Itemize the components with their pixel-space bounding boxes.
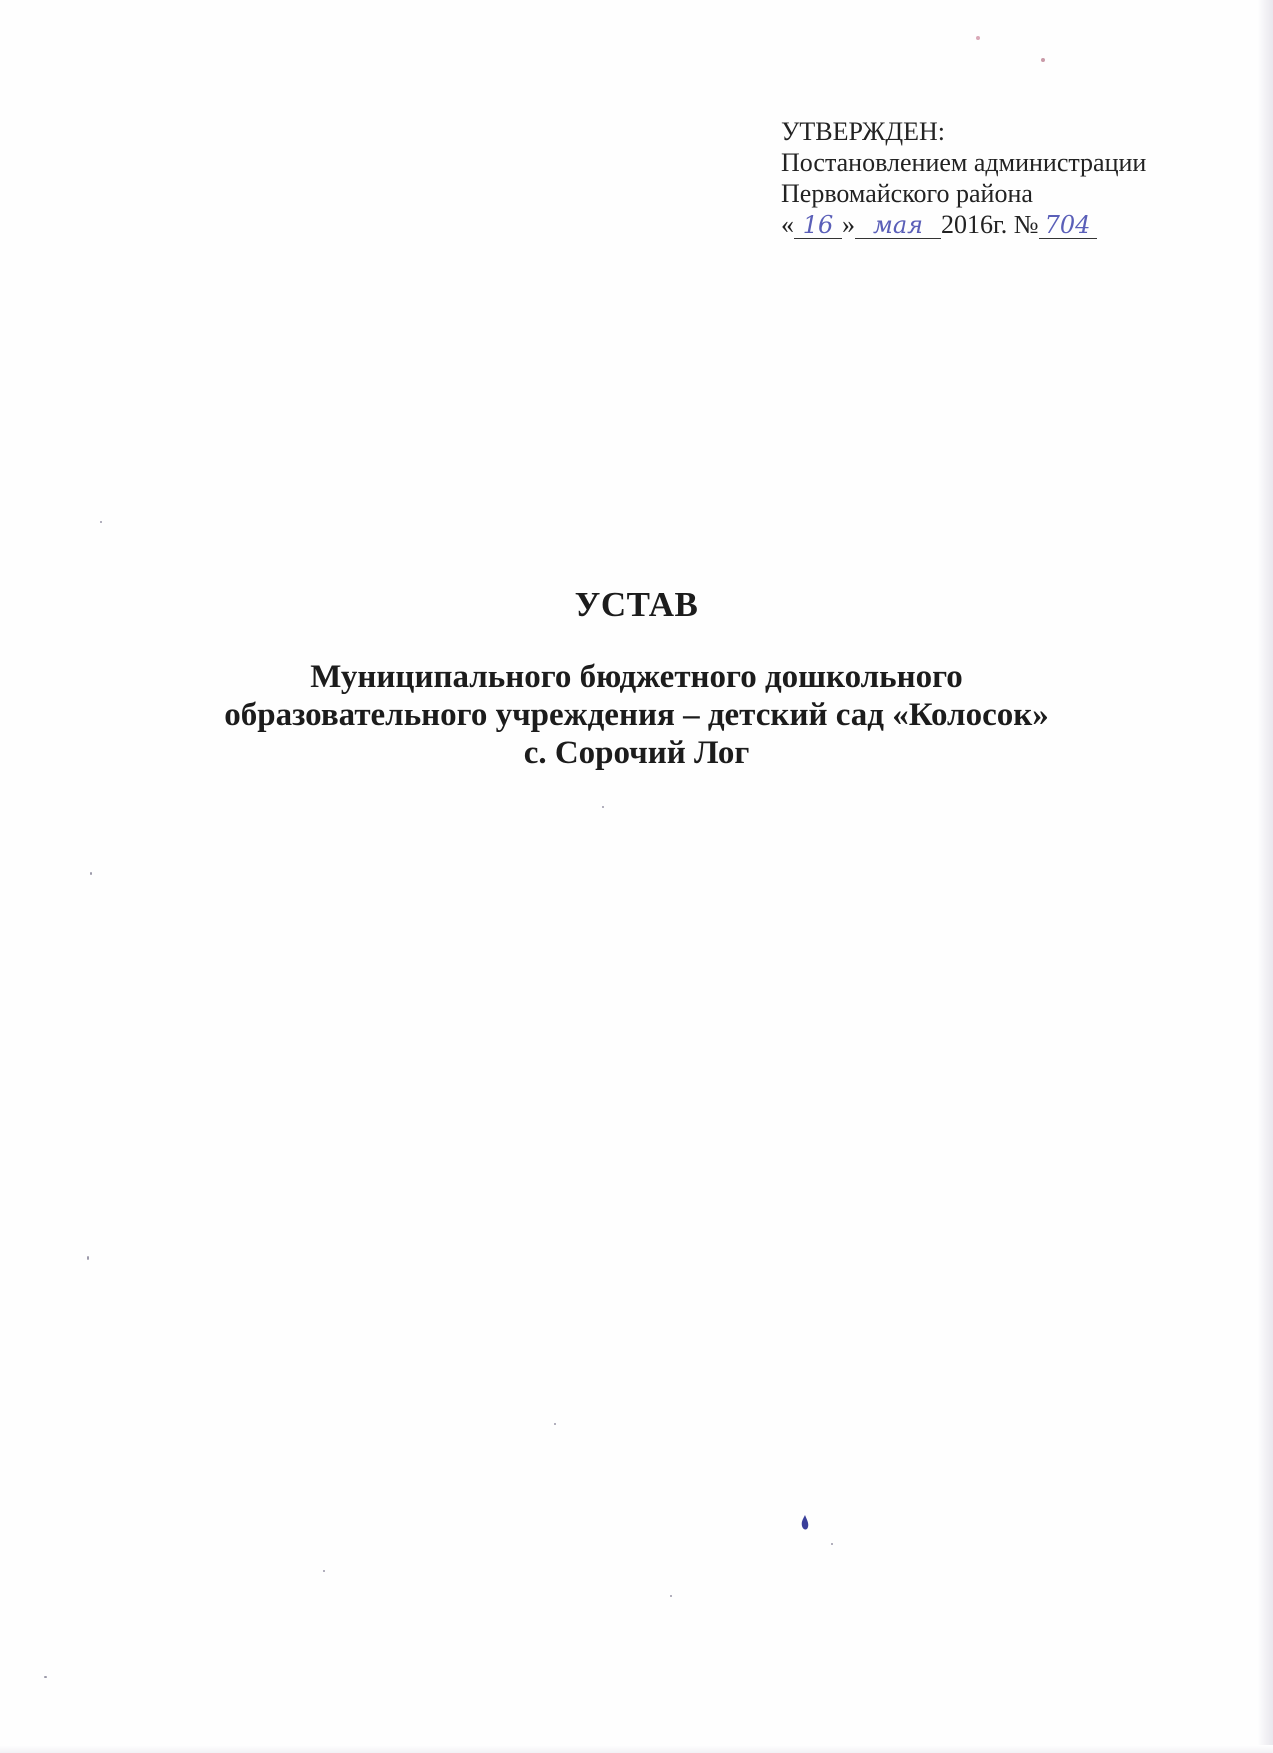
date-year: 2016г. xyxy=(941,210,1008,239)
scan-speck xyxy=(976,36,980,40)
scan-edge-bottom xyxy=(0,1745,1273,1753)
scan-speck xyxy=(44,1676,47,1678)
approval-line-1: Постановлением администрации xyxy=(781,148,1147,177)
scan-speck xyxy=(323,1570,325,1572)
date-month-blank xyxy=(855,212,941,239)
number-sign: № xyxy=(1013,210,1039,239)
date-open-quote: « xyxy=(781,210,794,239)
scan-speck xyxy=(670,1595,672,1597)
ink-blot-icon xyxy=(799,1514,811,1532)
approval-block xyxy=(781,116,1241,240)
date-day-handwritten: 16 xyxy=(802,211,834,239)
scan-speck xyxy=(602,806,604,808)
scan-speck xyxy=(1041,58,1045,62)
scan-speck xyxy=(831,1543,833,1545)
date-month-handwritten: мая xyxy=(872,211,924,239)
document-title: УСТАВ xyxy=(574,585,699,624)
approval-heading: УТВЕРЖДЕН: xyxy=(781,117,945,146)
title-block xyxy=(0,584,1273,772)
institution-name-line-1: Муниципального бюджетного дошкольного xyxy=(310,659,963,695)
institution-name-line-2: образовательного учреждения – детский сад «Колосок» xyxy=(224,697,1049,733)
institution-location: с. Сорочий Лог xyxy=(523,735,750,771)
scan-speck xyxy=(90,872,92,875)
scan-speck xyxy=(87,1256,89,1260)
date-close-quote: » xyxy=(842,210,855,239)
scan-edge-right xyxy=(1257,0,1273,1753)
date-day-blank xyxy=(794,212,842,239)
scan-speck xyxy=(554,1423,556,1425)
scan-speck xyxy=(100,521,102,523)
number-handwritten: 704 xyxy=(1044,211,1091,239)
approval-date-line xyxy=(781,209,1241,240)
number-blank xyxy=(1039,212,1097,239)
approval-line-2: Первомайского района xyxy=(781,179,1033,208)
